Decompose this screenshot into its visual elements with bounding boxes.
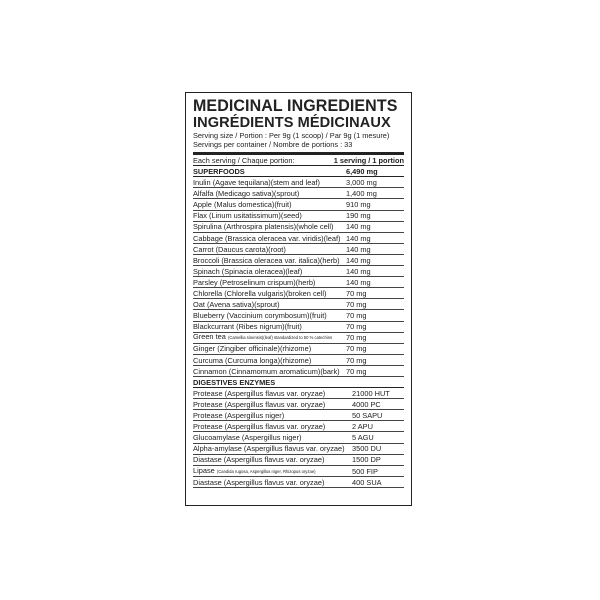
ingredient-amount: 5 AGU [352,433,374,443]
ingredient-row [193,432,404,443]
ingredient-name-text: Cinnamon (Cinnamomum aromaticum)(bark) [193,366,340,376]
ingredient-name [193,356,311,365]
servings-per-container: Servings per container / Nombre de portions : 33 [193,140,353,150]
ingredient-amount: 70 mg [346,344,367,354]
ingredient-amount: 3500 DU [352,444,382,454]
ingredient-name [193,322,302,331]
ingredient-amount: 21000 HUT [352,388,390,398]
ingredient-row [193,211,404,222]
ingredient-row [193,266,404,277]
ingredient-row [193,244,404,255]
ingredient-amount: 70 mg [346,333,367,343]
ingredient-row [193,333,404,344]
ingredient-name-text: Oat (Avena sativa)(sprout) [193,300,280,310]
title-french: INGRÉDIENTS MÉDICINAUX [193,114,391,131]
ingredient-row [193,355,404,366]
ingredient-name [193,211,302,220]
ingredient-amount: 2 APU [352,422,373,432]
ingredient-amount: 70 mg [346,322,367,332]
each-serving-label: Each serving / Chaque portion: [193,155,295,165]
ingredient-amount: 500 FIP [352,466,378,476]
ingredient-name-text: Diastase (Aspergillus flavus var. oryzae) [193,477,325,487]
ingredient-name-text: Blueberry (Vaccinium corymbosum)(fruit) [193,311,327,321]
ingredient-name [193,256,340,265]
enzymes-list [193,388,404,488]
ingredient-name [193,234,340,243]
ingredient-name-text: Blackcurrant (Ribes nigrum)(fruit) [193,322,302,332]
ingredient-name-text: Ginger (Zingiber officinale)(rhizome) [193,344,312,354]
ingredient-name-text: Alfalfa (Medicago sativa)(sprout) [193,189,300,199]
ingredient-name-text: Cabbage (Brassica oleracea var. viridis)(leaf) [193,233,341,243]
ingredient-name-text: Parsley (Petroselinum crispum)(herb) [193,277,316,287]
ingredient-row [193,399,404,410]
ingredient-name-text: Protease (Aspergillus niger) [193,411,285,421]
ingredient-name-text: Chlorella (Chlorella vulgaris)(broken cell) [193,289,327,299]
ingredient-row [193,255,404,266]
ingredient-amount: 140 mg [346,222,371,232]
ingredient-name [193,389,325,398]
ingredient-row [193,288,404,299]
ingredient-name [193,332,332,342]
ingredient-name [193,400,325,409]
ingredient-amount: 140 mg [346,266,371,276]
ingredient-name [193,200,292,209]
ingredient-name-text: Curcuma (Curcuma longa)(rhizome) [193,355,312,365]
ingredient-amount: 4000 PC [352,399,381,409]
ingredient-amount: 1500 DP [352,455,381,465]
ingredient-row [193,466,404,477]
ingredient-amount: 50 SAPU [352,411,383,421]
ingredient-name-text: Alpha-amylase (Aspergillus flavus var. oryzae) [193,444,345,454]
ingredient-row [193,366,404,377]
ingredient-name [193,422,325,431]
ingredient-name-detail: (Candida rugosa, Aspergillus niger, Rhizopus oryzae) [216,468,316,474]
serving-header-row [193,155,404,167]
ingredient-amount: 190 mg [346,211,371,221]
ingredient-row [193,222,404,233]
ingredient-name [193,466,316,476]
ingredient-amount: 910 mg [346,200,371,210]
ingredient-name [193,267,302,276]
ingredient-name-detail: (Camellia sinensis)(leaf) standardized to 50 % catechins [227,335,333,341]
ingredients-panel [185,92,412,506]
ingredient-amount: 70 mg [346,300,367,310]
ingredient-row [193,188,404,199]
ingredient-name-text: Protease (Aspergillus flavus var. oryzae) [193,388,326,398]
superfoods-header: SUPERFOODS [193,166,245,176]
ingredient-name [193,433,301,442]
ingredient-name [193,367,340,376]
ingredient-name [193,245,286,254]
ingredient-name-text: Flax (Linum usitatissimum)(seed) [193,211,302,221]
ingredient-row [193,199,404,210]
ingredient-name [193,478,324,487]
ingredient-amount: 70 mg [346,355,367,365]
enzymes-section-row [193,377,404,388]
ingredient-name [193,278,315,287]
ingredient-name-text: Carrot (Daucus carota)(root) [193,244,286,254]
superfoods-total: 6,490 mg [346,166,378,176]
ingredient-name [193,289,327,298]
ingredient-row [193,322,404,333]
ingredient-row [193,177,404,188]
serving-size: Serving size / Portion : Per 9g (1 scoop) / Par 9g (1 mesure) [193,131,390,140]
ingredient-row [193,455,404,466]
ingredient-row [193,444,404,455]
ingredient-name-text: Lipase [193,465,215,475]
ingredient-name [193,311,327,320]
ingredient-row [193,421,404,432]
ingredient-name-text: Green tea [193,332,226,342]
serving-header: 1 serving / 1 portion [333,155,404,165]
ingredient-name-text: Spinach (Spinacia oleracea)(leaf) [193,266,303,276]
ingredient-amount: 70 mg [346,311,367,321]
ingredient-name-text: Diastase (Aspergillus flavus var. oryzae) [193,455,325,465]
ingredient-name [193,455,324,464]
ingredient-name [193,300,280,309]
ingredient-row [193,299,404,310]
ingredient-name [193,344,311,353]
ingredient-name [193,222,333,231]
ingredient-name [193,411,284,420]
ingredient-row [193,310,404,321]
ingredient-amount: 70 mg [346,289,367,299]
ingredient-amount: 1,400 mg [346,189,377,199]
enzymes-header: DIGESTIVES ENZYMES [193,377,276,387]
ingredient-amount: 400 SUA [352,477,382,487]
ingredient-name-text: Protease (Aspergillus flavus var. oryzae) [193,422,326,432]
ingredient-row [193,344,404,355]
ingredient-name [193,444,345,453]
ingredient-row [193,477,404,488]
ingredient-name [193,189,299,198]
ingredient-amount: 140 mg [346,277,371,287]
ingredient-name-text: Broccoli (Brassica oleracea var. italica)(herb) [193,255,340,265]
ingredient-name-text: Protease (Aspergillus flavus var. oryzae) [193,399,326,409]
ingredient-amount: 140 mg [346,233,371,243]
ingredient-name-text: Glucoamylase (Aspergillus niger) [193,433,302,443]
ingredient-row [193,233,404,244]
superfoods-list [193,177,404,377]
ingredient-name-text: Apple (Malus domestica)(fruit) [193,200,292,210]
ingredient-row [193,388,404,399]
ingredient-row [193,277,404,288]
ingredient-amount: 3,000 mg [346,178,377,188]
title-english: MEDICINAL INGREDIENTS [193,97,398,115]
superfoods-section-row [193,166,404,177]
ingredient-amount: 140 mg [346,255,371,265]
ingredient-amount: 70 mg [346,366,367,376]
ingredient-amount: 140 mg [346,244,371,254]
ingredient-row [193,410,404,421]
ingredient-name [193,178,320,187]
ingredient-name-text: Spirulina (Arthrospira platensis)(whole cell) [193,222,334,232]
ingredient-name-text: Inulin (Agave tequilana)(stem and leaf) [193,178,320,188]
